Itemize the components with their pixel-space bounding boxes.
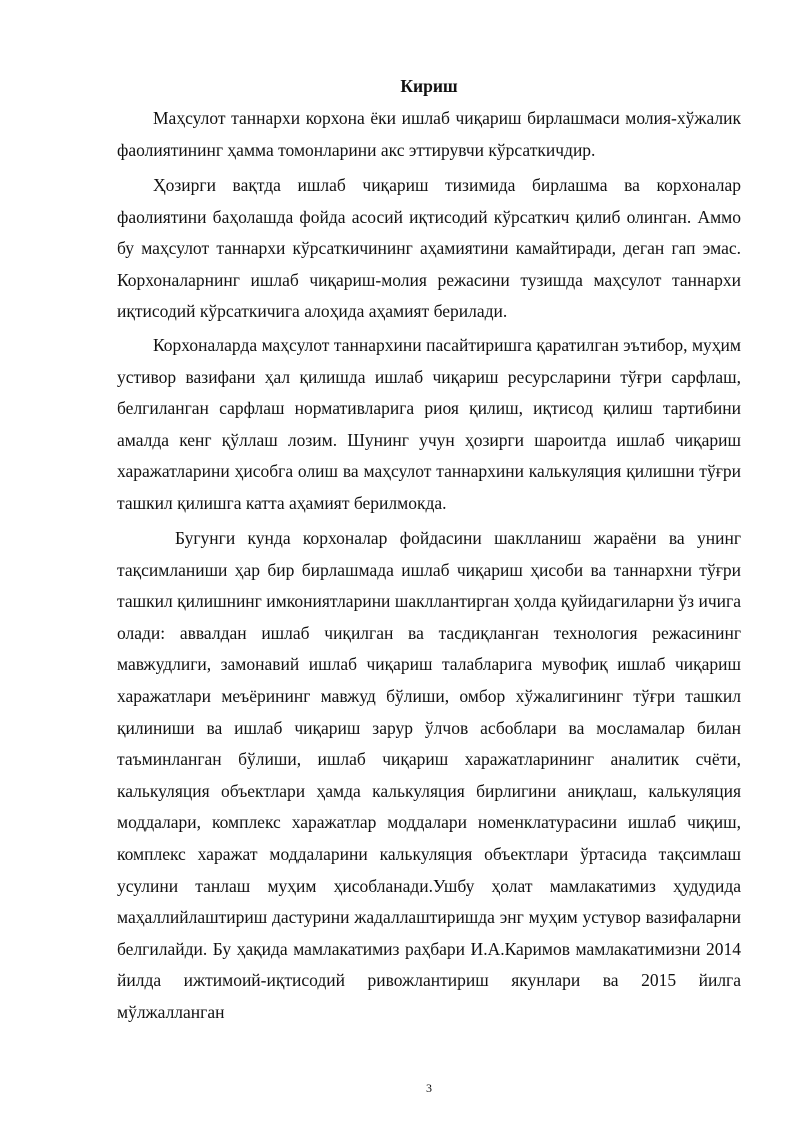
paragraph-2: Ҳозирги вақтда ишлаб чиқариш тизимида бирлашма ва корхоналар фаолиятини баҳолашда фойда асосий иқтисодий кўрсаткич қилиб олинган. Аммо бу маҳсулот таннархи кўрсаткичининг аҳамиятини камайтиради, деган гап эмас. Корхоналарнинг ишлаб чиқариш-молия режасини тузишда маҳсулот таннархи иқтисодий кўрсаткичига алоҳида аҳамият берилади.: [117, 175, 741, 322]
document-page: [117, 0, 741, 1131]
paragraph-4: Бугунги кунда корхоналар фойдасини шаклланиш жараёни ва унинг тақсимланиши ҳар бир бирлашмада ишлаб чиқариш ҳисоби ва таннархни тўғри ташкил қилишнинг имкониятларини шакллантирган ҳолда қуйидагиларни ўз ичига олади: аввалдан ишлаб чиқилган ва тасдиқланган технология режасининг мавжудлиги, замонавий ишлаб чиқариш талабларига мувофиқ ишлаб чиқариш харажатлари меъёрининг мавжуд бўлиши, омбор хўжалигининг тўғри ташкил қилиниши ва ишлаб чиқариш зарур ўлчов асбоблари ва мосламалар билан таъминланган бўлиши, ишлаб чиқариш харажатларининг аналитик счёти, калькуляция объектлари ҳамда калькуляция бирлигини аниқлаш, калькуляция моддалари, комплекс харажатлар моддалари номенклатурасини ишлаб чиқиш, комплекс харажат моддаларини калькуляция объектлари ўртасида тақсимлаш усулини танлаш муҳим ҳисобланади.Ушбу ҳолат мамлакатимиз ҳудудида маҳаллийлаштириш дастурини жадаллаштиришда энг муҳим устувор вазифаларни белгилайди. Бу ҳақида мамлакатимиз раҳбари И.А.Каримов мамлакатимизни 2014 йилда ижтимоий-иқтисодий ривожлантириш якунлари ва 2015 йилга мўлжалланган: [117, 528, 741, 1022]
page-title: Кириш: [400, 76, 458, 96]
paragraph-1: Маҳсулот таннархи корхона ёки ишлаб чиқариш бирлашмаси молия-хўжалик фаолиятининг ҳамма томонларини акс эттирувчи кўрсаткичдир.: [117, 108, 741, 160]
paragraph-3: Корхоналарда маҳсулот таннархини пасайтиришга қаратилган эътибор, муҳим устивор вазифани ҳал қилишда ишлаб чиқариш ресурсларини тўғри сарфлаш, белгиланган сарфлаш нормативларига риоя қилиш, иқтисод қилиш тартибини амалда кенг қўллаш лозим. Шунинг учун ҳозирги шароитда ишлаб чиқариш харажатларини ҳисобга олиш ва маҳсулот таннархини калькуляция қилишни тўғри ташкил қилишга катта аҳамият берилмокда.: [117, 335, 741, 513]
page-number: 3: [426, 1081, 432, 1095]
